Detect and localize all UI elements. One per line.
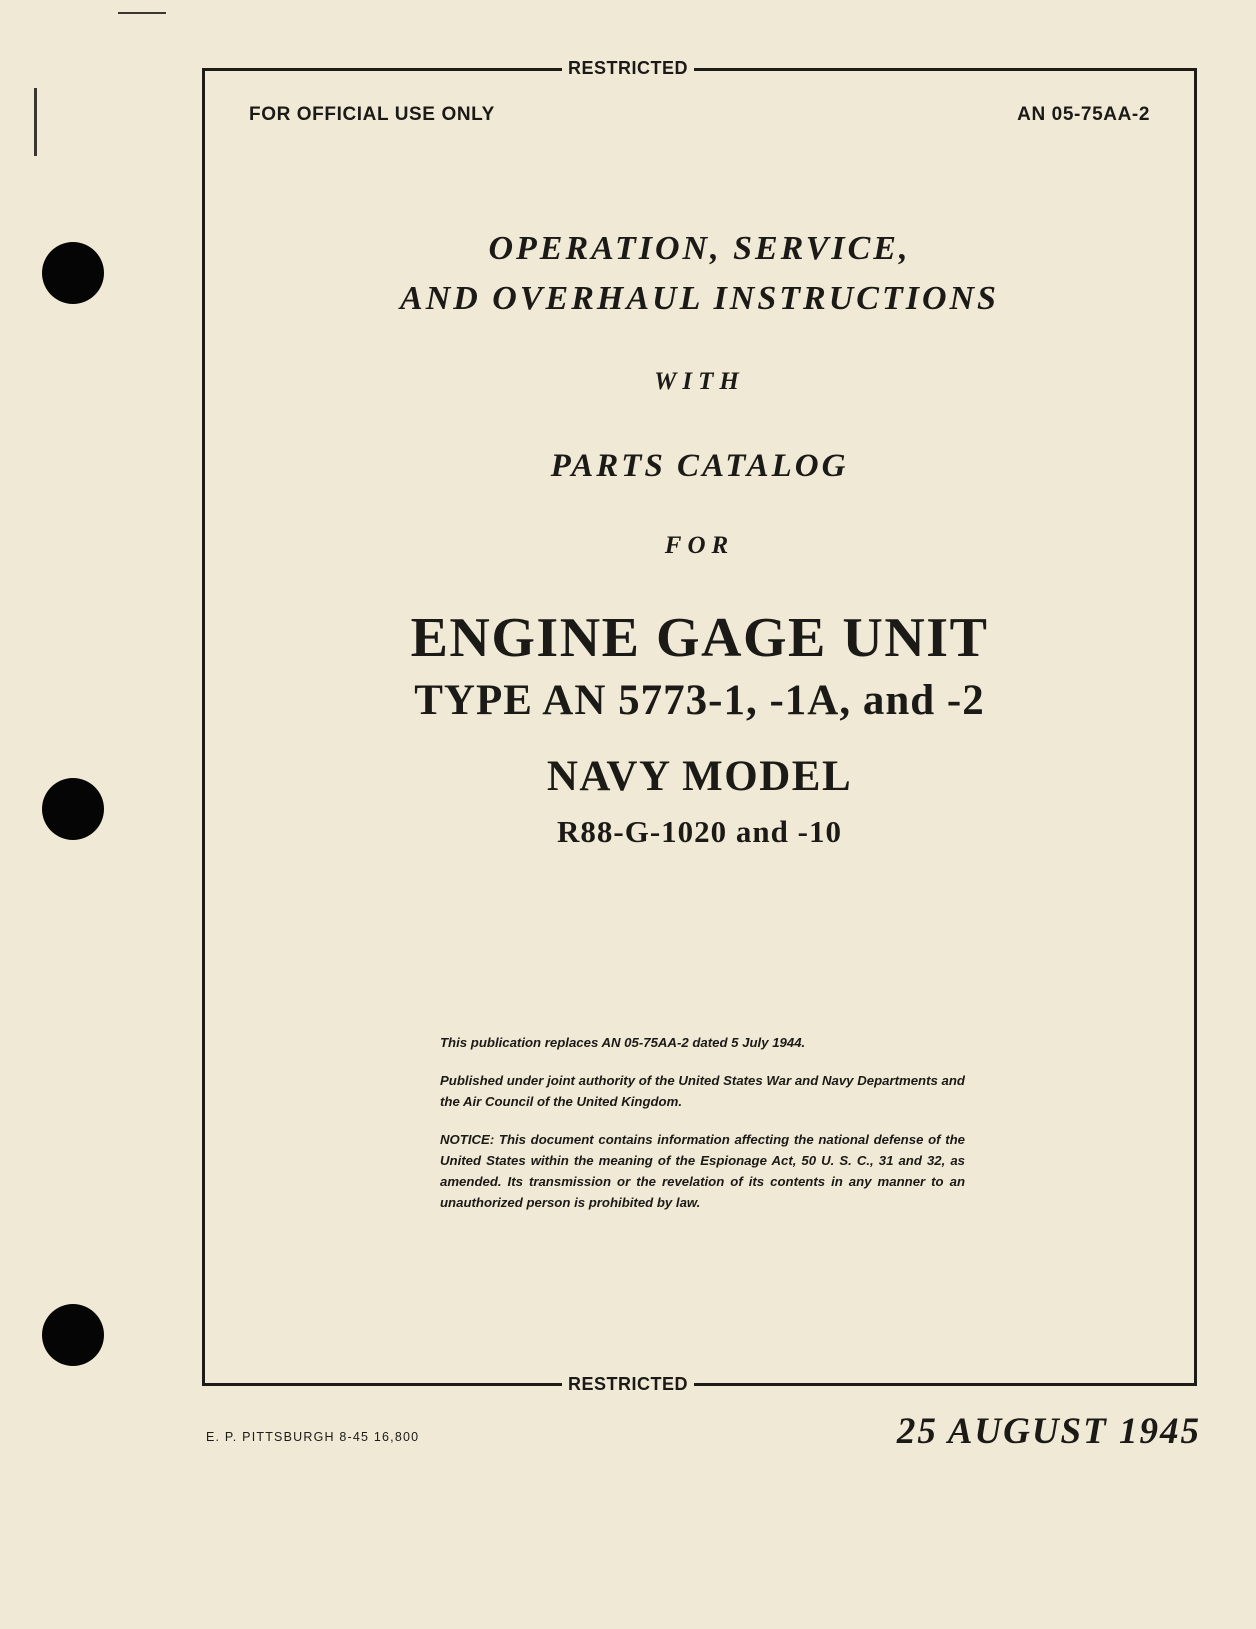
restricted-banner-bottom: RESTRICTED xyxy=(0,1374,1256,1395)
replaces-note: This publication replaces AN 05-75AA-2 dated 5 July 1944. xyxy=(440,1035,806,1050)
official-use-label: FOR OFFICIAL USE ONLY xyxy=(249,104,495,125)
scan-mark xyxy=(34,88,37,156)
publication-notes xyxy=(440,1032,965,1213)
navy-model-number: R88-G-1020 and -10 xyxy=(557,814,842,849)
espionage-notice: NOTICE: This document contains information affecting the national defense of the United States within the meaning of the Espionage Act, 50 U. S. C., 31 and 32, as amended. Its transmission or the revelation of its contents in any manner to an unauthorized person is prohibited by law. xyxy=(440,1132,965,1210)
title-parts-catalog: PARTS CATALOG xyxy=(550,448,849,484)
scan-mark xyxy=(118,12,166,14)
publication-date: 25 AUGUST 1945 xyxy=(896,1411,1201,1452)
restricted-banner-top: RESTRICTED xyxy=(0,58,1256,79)
product-title: ENGINE GAGE UNIT xyxy=(410,607,989,669)
authority-note: Published under joint authority of the United States War and Navy Departments and the Air Council of the United Kingdom. xyxy=(440,1073,965,1109)
product-type: TYPE AN 5773-1, -1A, and -2 xyxy=(414,677,985,724)
printer-imprint: E. P. PITTSBURGH 8-45 16,800 xyxy=(206,1430,420,1444)
title-with: WITH xyxy=(654,368,745,395)
punch-hole-middle xyxy=(42,778,104,840)
punch-hole-top xyxy=(42,242,104,304)
punch-hole-bottom xyxy=(42,1304,104,1366)
document-number: AN 05-75AA-2 xyxy=(1017,104,1150,125)
title-for: FOR xyxy=(664,532,735,559)
title-line-2: AND OVERHAUL INSTRUCTIONS xyxy=(400,280,999,317)
title-line-1: OPERATION, SERVICE, xyxy=(488,230,911,267)
navy-model-heading: NAVY MODEL xyxy=(546,753,853,800)
